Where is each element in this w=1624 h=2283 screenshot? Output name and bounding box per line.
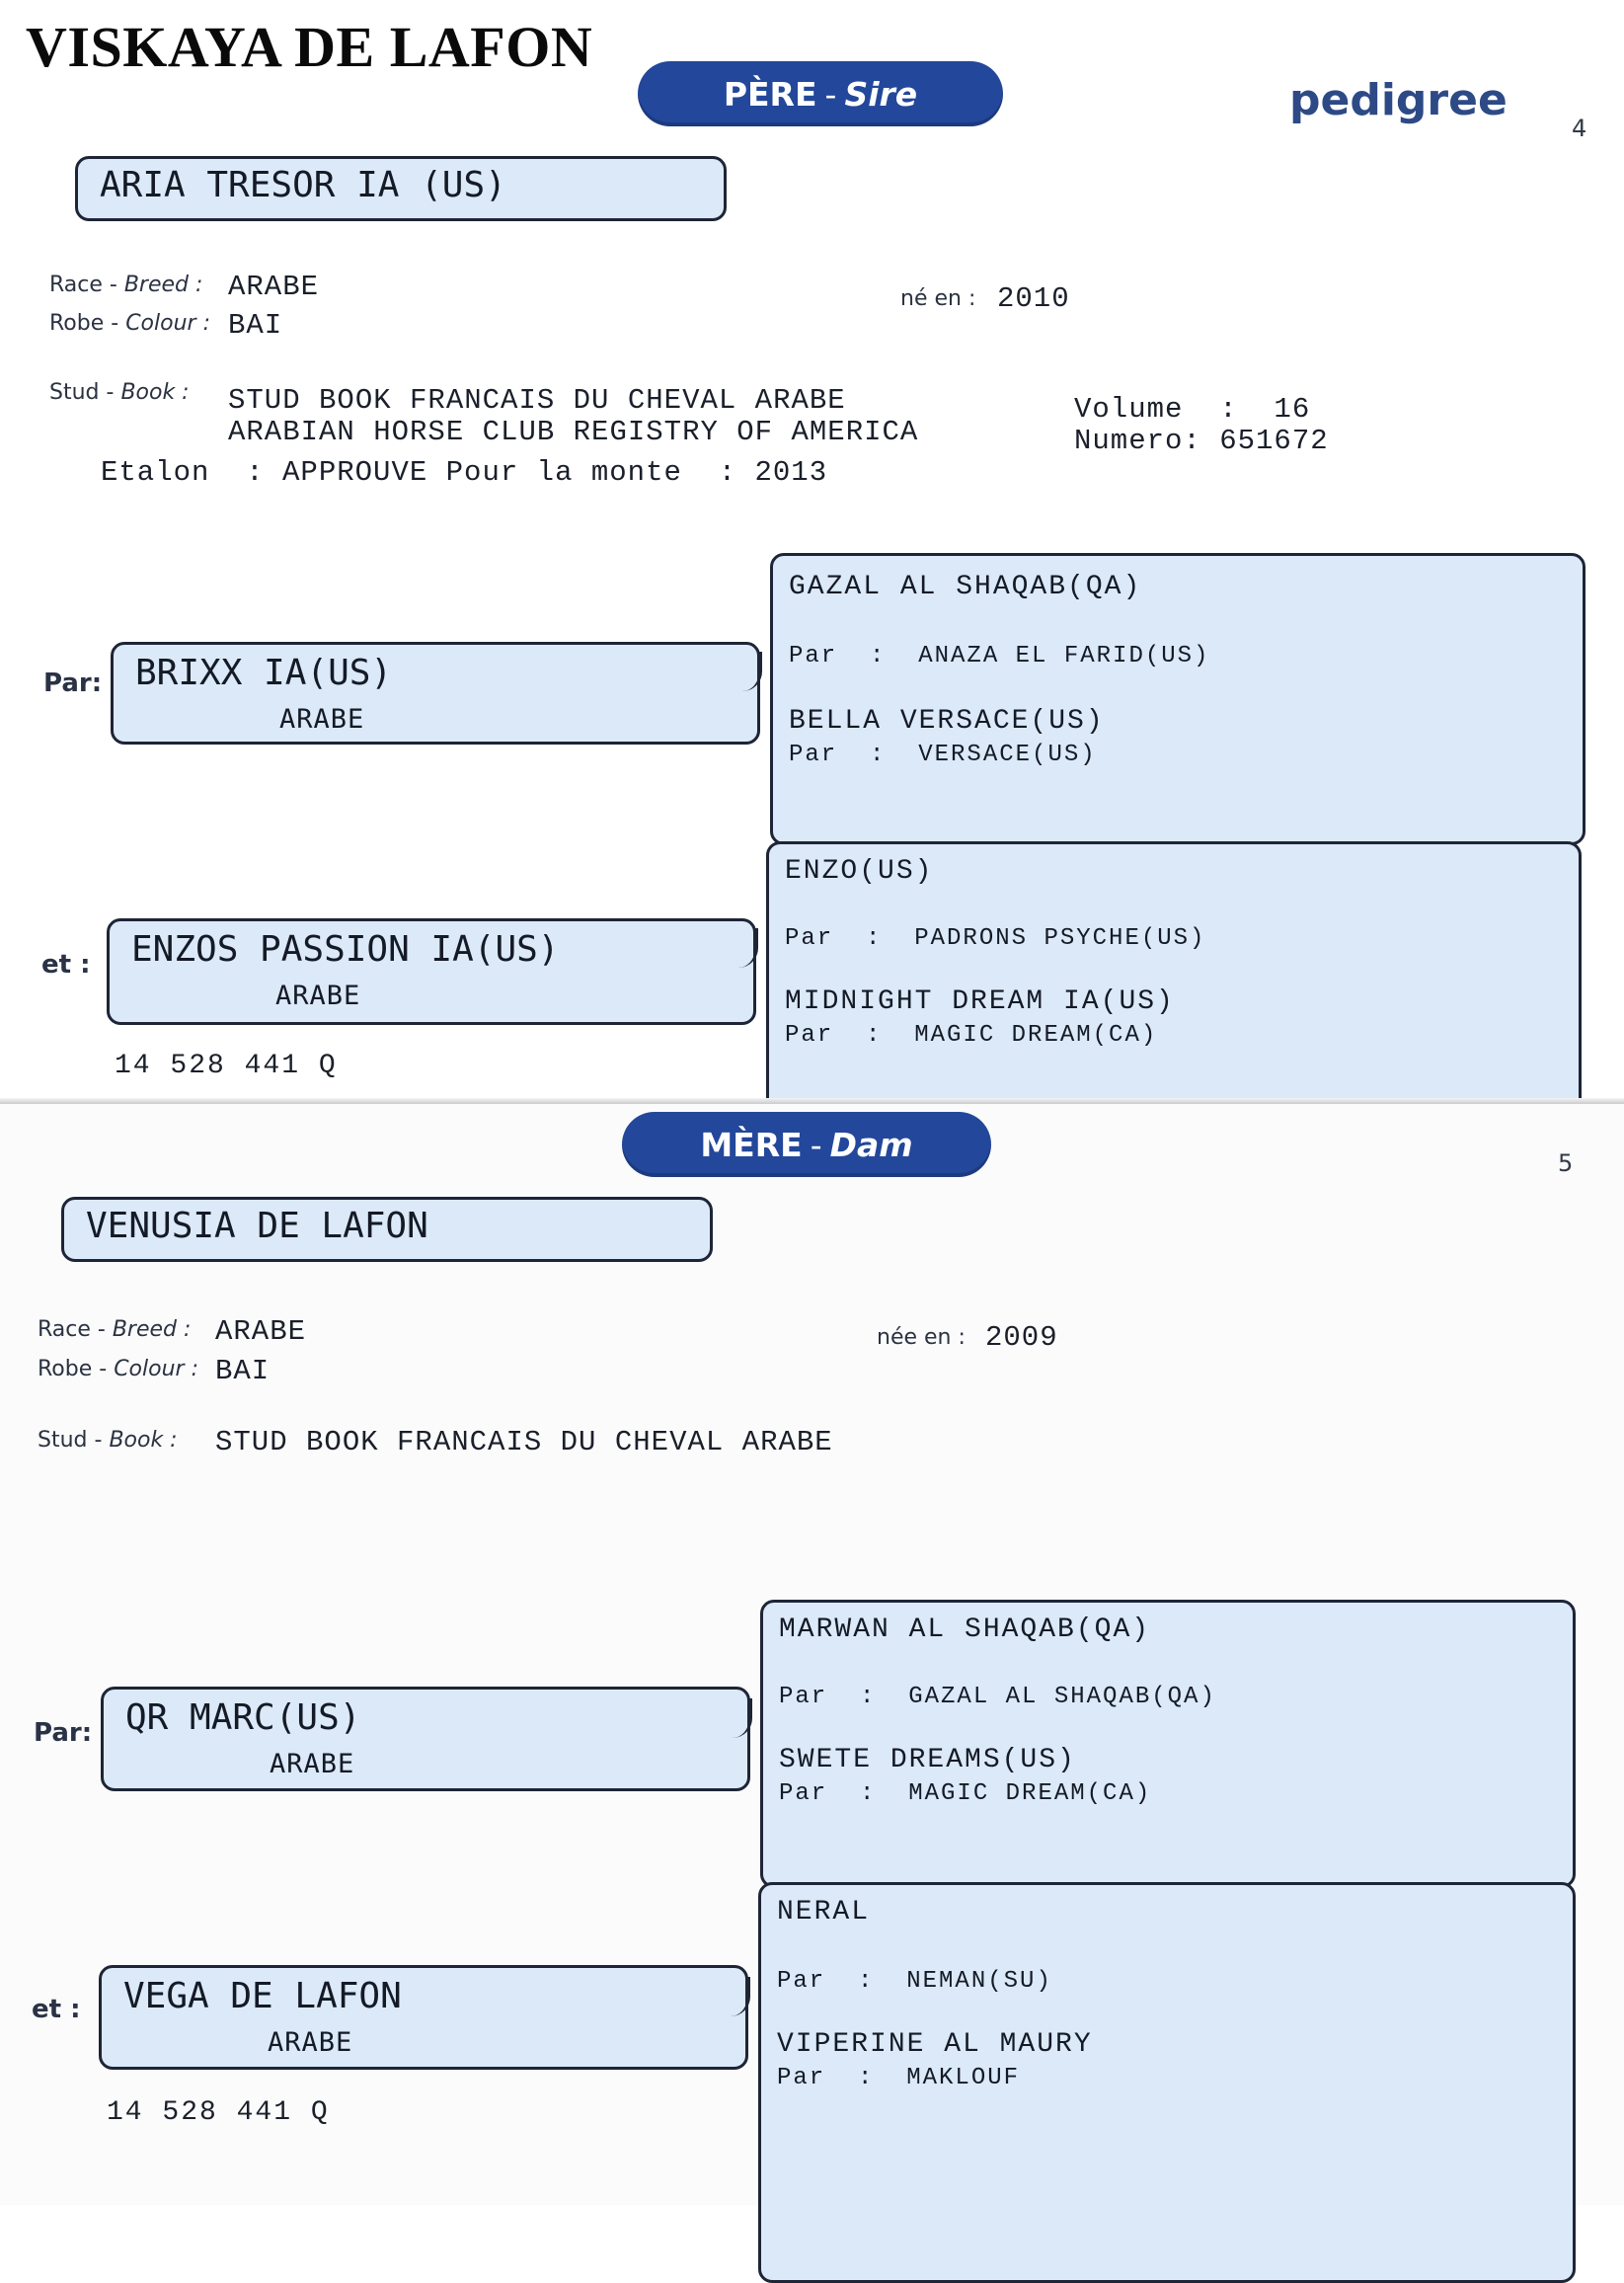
stud-book-label xyxy=(38,1428,178,1453)
born-label: né en : xyxy=(900,286,976,311)
granddam-name: SWETE DREAMS(US) xyxy=(779,1745,1076,1775)
stud-label-fr: Stud - xyxy=(49,380,121,405)
robe-label-fr: Robe - xyxy=(38,1357,115,1381)
granddam-name: VIPERINE AL MAURY xyxy=(777,2029,1093,2060)
dam-section-banner xyxy=(622,1112,991,1177)
granddam-par: Par : MAGIC DREAM(CA) xyxy=(785,1022,1158,1049)
banner-separator: - xyxy=(824,74,837,114)
sire-section-label-fr: PÈRE xyxy=(723,74,817,114)
sire-name: QR MARC(US) xyxy=(125,1697,361,1738)
granddam-par: Par : VERSACE(US) xyxy=(789,742,1097,768)
stud-label-en: Book : xyxy=(109,1428,178,1453)
et-label: et : xyxy=(32,1995,81,2024)
race-label xyxy=(49,273,202,297)
horse-name: ARIA TRESOR IA (US) xyxy=(100,165,506,205)
granddam-name: MIDNIGHT DREAM IA(US) xyxy=(785,986,1175,1017)
stud-book-line-1: STUD BOOK FRANCAIS DU CHEVAL ARABE xyxy=(228,384,846,417)
dam-breed: ARABE xyxy=(268,2027,353,2058)
et-label: et : xyxy=(41,950,91,980)
sire-name: BRIXX IA(US) xyxy=(135,653,393,693)
race-label-fr: Race - xyxy=(38,1317,113,1342)
granddam-par: Par : MAKLOUF xyxy=(777,2065,1021,2091)
stud-book-label xyxy=(49,380,190,405)
horse-name-box xyxy=(75,156,727,221)
robe-label-fr: Robe - xyxy=(49,311,126,336)
banner-separator: - xyxy=(810,1125,822,1164)
grandsire-name: ENZO(US) xyxy=(785,856,934,887)
dam-name: ENZOS PASSION IA(US) xyxy=(131,929,560,970)
sire-grandparents-box xyxy=(770,553,1585,845)
par-label: Par: xyxy=(34,1718,93,1748)
born-value: 2010 xyxy=(997,282,1070,315)
sire-section-banner xyxy=(638,61,1003,126)
dam-box xyxy=(107,918,756,1025)
sire-breed: ARABE xyxy=(270,1749,355,1779)
born-value: 2009 xyxy=(985,1321,1058,1354)
race-value: ARABE xyxy=(228,271,320,303)
granddam-par: Par : MAGIC DREAM(CA) xyxy=(779,1780,1152,1807)
race-label-en: Breed : xyxy=(112,1317,192,1342)
sire-box xyxy=(111,642,760,745)
grandsire-par: Par : GAZAL AL SHAQAB(QA) xyxy=(779,1684,1216,1710)
registration-number: 14 528 441 Q xyxy=(115,1051,338,1081)
grandsire-par: Par : NEMAN(SU) xyxy=(777,1968,1052,1995)
horse-name-box xyxy=(61,1197,713,1262)
robe-label-en: Colour : xyxy=(125,311,210,336)
robe-label-en: Colour : xyxy=(114,1357,198,1381)
race-value: ARABE xyxy=(215,1315,307,1348)
etalon-line: Etalon : APPROUVE Pour la monte : 2013 xyxy=(101,456,828,489)
dam-section-label-fr: MÈRE xyxy=(700,1125,803,1164)
robe-value: BAI xyxy=(228,309,283,342)
document-title: VISKAYA DE LAFON xyxy=(26,15,593,79)
grandsire-name: GAZAL AL SHAQAB(QA) xyxy=(789,572,1142,602)
race-label-fr: Race - xyxy=(49,273,124,297)
dam-grandparents-box xyxy=(766,841,1582,1107)
pedigree-heading: pedigree xyxy=(1289,75,1508,125)
stud-book-line-2: ARABIAN HORSE CLUB REGISTRY OF AMERICA xyxy=(228,416,919,448)
race-label xyxy=(38,1317,191,1342)
robe-value: BAI xyxy=(215,1355,271,1387)
stud-label-en: Book : xyxy=(120,380,190,405)
dam-grandparents-box xyxy=(758,1882,1576,2283)
dam-page xyxy=(0,1104,1624,2205)
race-label-en: Breed : xyxy=(123,273,203,297)
dam-box xyxy=(99,1965,748,2070)
grandsire-par: Par : ANAZA EL FARID(US) xyxy=(789,643,1210,669)
registration-number: 14 528 441 Q xyxy=(107,2097,330,2128)
volume-line: Volume : 16 xyxy=(1074,393,1311,426)
dam-name: VEGA DE LAFON xyxy=(123,1976,402,2016)
stud-label-fr: Stud - xyxy=(38,1428,110,1453)
page-number: 4 xyxy=(1572,115,1587,142)
sire-box xyxy=(101,1687,750,1791)
sire-breed: ARABE xyxy=(279,704,365,735)
grandsire-name: NERAL xyxy=(777,1897,871,1928)
grandsire-par: Par : PADRONS PSYCHE(US) xyxy=(785,925,1206,952)
granddam-name: BELLA VERSACE(US) xyxy=(789,706,1105,737)
stud-book-line-1: STUD BOOK FRANCAIS DU CHEVAL ARABE xyxy=(215,1426,833,1458)
robe-label xyxy=(38,1357,198,1381)
numero-line: Numero: 651672 xyxy=(1074,425,1329,457)
sire-grandparents-box xyxy=(760,1600,1576,1888)
sire-section-label-en: Sire xyxy=(844,74,918,114)
horse-name: VENUSIA DE LAFON xyxy=(86,1206,428,1246)
sire-page xyxy=(0,0,1624,1104)
born-label: née en : xyxy=(877,1325,966,1350)
par-label: Par: xyxy=(43,669,103,698)
dam-section-label-en: Dam xyxy=(829,1125,913,1164)
grandsire-name: MARWAN AL SHAQAB(QA) xyxy=(779,1614,1151,1645)
page-number: 5 xyxy=(1558,1149,1574,1177)
robe-label xyxy=(49,311,210,336)
dam-breed: ARABE xyxy=(275,981,361,1011)
